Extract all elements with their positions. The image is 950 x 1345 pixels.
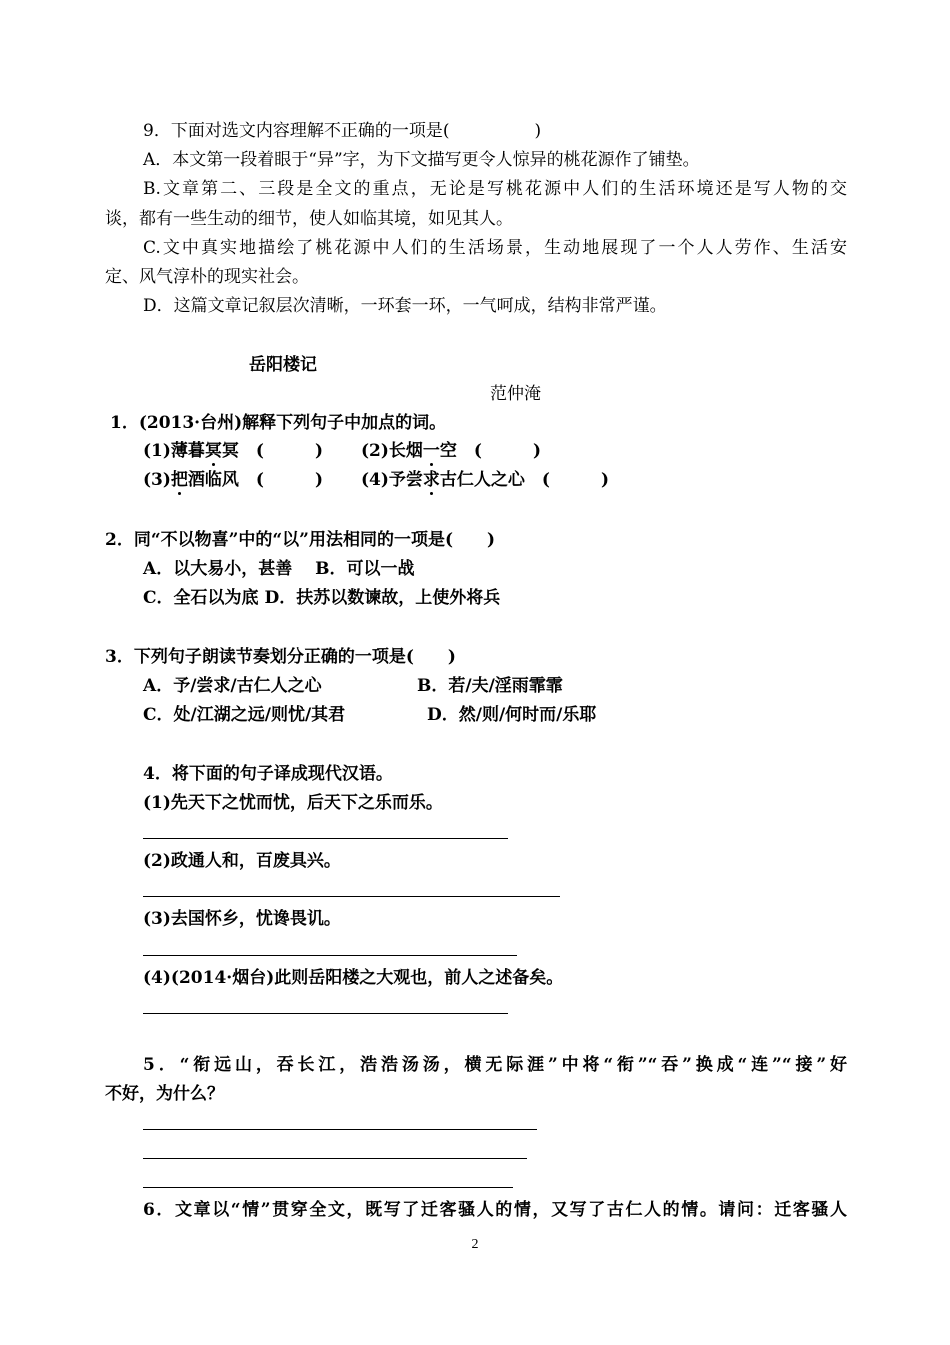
q1-item-4-dotted: 求	[422, 470, 440, 490]
q1-item-2-pre: (2)长烟	[361, 441, 423, 461]
q1-item-1	[143, 441, 323, 461]
q9-option-b-line2: 谈，都有一些生动的细节，使人如临其境，如见其人。	[105, 209, 513, 229]
q5-answer-line-2[interactable]	[143, 1158, 527, 1159]
q4-answer-line-1[interactable]	[143, 838, 508, 839]
q3-option-b: B．若/夫/淫雨霏霏	[417, 676, 563, 696]
q5-stem-line1: 5．“衔远山，吞长江，浩浩汤汤，横无际涯”中将“衔”“吞”换成“连”“接”好	[143, 1055, 847, 1075]
q1-item-3	[143, 470, 323, 490]
q5-stem-line2: 不好，为什么？	[105, 1084, 224, 1104]
section-title: 岳阳楼记	[249, 355, 317, 375]
q9-option-c-line2: 定、风气淳朴的现实社会。	[105, 267, 309, 287]
q5-answer-line-3[interactable]	[143, 1187, 513, 1188]
q4-sentence-3: (3)去国怀乡，忧谗畏讥。	[143, 909, 341, 929]
q1-item-3-pre: (3)	[143, 470, 171, 490]
q2-options-ab: A．以大易小，甚善 B．可以一战	[143, 559, 415, 579]
q5-answer-line-1[interactable]	[143, 1129, 537, 1130]
q1-item-4-post: 古仁人之心 ( )	[439, 470, 610, 490]
q9-option-c-line1: C.文中真实地描绘了桃花源中人们的生活场景，生动地展现了一个人人劳作、生活安	[143, 238, 847, 258]
q1-item-1-dotted: 冥	[204, 441, 222, 461]
q1-item-2-post: 空 ( )	[439, 441, 542, 461]
q9-option-a: A．本文第一段着眼于“异”字，为下文描写更令人惊异的桃花源作了铺垫。	[143, 150, 700, 170]
q1-item-4-pre: (4)予尝	[361, 470, 423, 490]
q1-item-1-post: 冥 ( )	[221, 441, 324, 461]
q4-stem: 4．将下面的句子译成现代汉语。	[143, 764, 393, 784]
q4-answer-line-2[interactable]	[143, 896, 560, 897]
q1-stem-text: 1．(2013·台州)解释下列句子中加点的词。	[110, 413, 447, 433]
q3-option-c: C．处/江湖之远/则忧/其君	[143, 705, 346, 725]
q1-stem	[110, 413, 446, 433]
q1-item-1-pre: (1)薄暮	[143, 441, 205, 461]
q4-answer-line-4[interactable]	[143, 1013, 508, 1014]
q2-options-cd: C．全石以为底 D．扶苏以数谏故，上使外将兵	[143, 588, 501, 608]
q1-item-3-dotted: 把	[170, 470, 188, 490]
q9-option-d: D．这篇文章记叙层次清晰，一环套一环，一气呵成，结构非常严谨。	[143, 296, 667, 316]
q4-sentence-2: (2)政通人和，百废具兴。	[143, 851, 341, 871]
q3-stem: 3．下列句子朗读节奏划分正确的一项是( )	[105, 647, 456, 667]
q2-stem: 2．同“不以物喜”中的“以”用法相同的一项是( )	[105, 530, 496, 550]
q9-stem: 9．下面对选文内容理解不正确的一项是( )	[143, 121, 542, 141]
q4-sentence-4: (4)(2014·烟台)此则岳阳楼之大观也，前人之述备矣。	[143, 968, 564, 988]
q4-answer-line-3[interactable]	[143, 955, 517, 956]
page-number: 2	[471, 1237, 479, 1252]
q4-sentence-1: (1)先天下之忧而忧，后天下之乐而乐。	[143, 793, 443, 813]
q3-option-d: D．然/则/何时而/乐耶	[427, 705, 597, 725]
q1-item-4	[361, 470, 609, 490]
author-name: 范仲淹	[490, 384, 541, 404]
q1-item-2-dotted: 一	[422, 441, 440, 461]
q3-option-a: A．予/尝求/古仁人之心	[143, 676, 322, 696]
q6-stem-line1: 6．文章以“情”贯穿全文，既写了迁客骚人的情，又写了古仁人的情。请问：迁客骚人	[143, 1200, 847, 1220]
q1-item-2	[361, 441, 541, 461]
q1-item-3-post: 酒临风 ( )	[187, 470, 324, 490]
q9-option-b-line1: B.文章第二、三段是全文的重点，无论是写桃花源中人们的生活环境还是写人物的交	[143, 179, 847, 199]
